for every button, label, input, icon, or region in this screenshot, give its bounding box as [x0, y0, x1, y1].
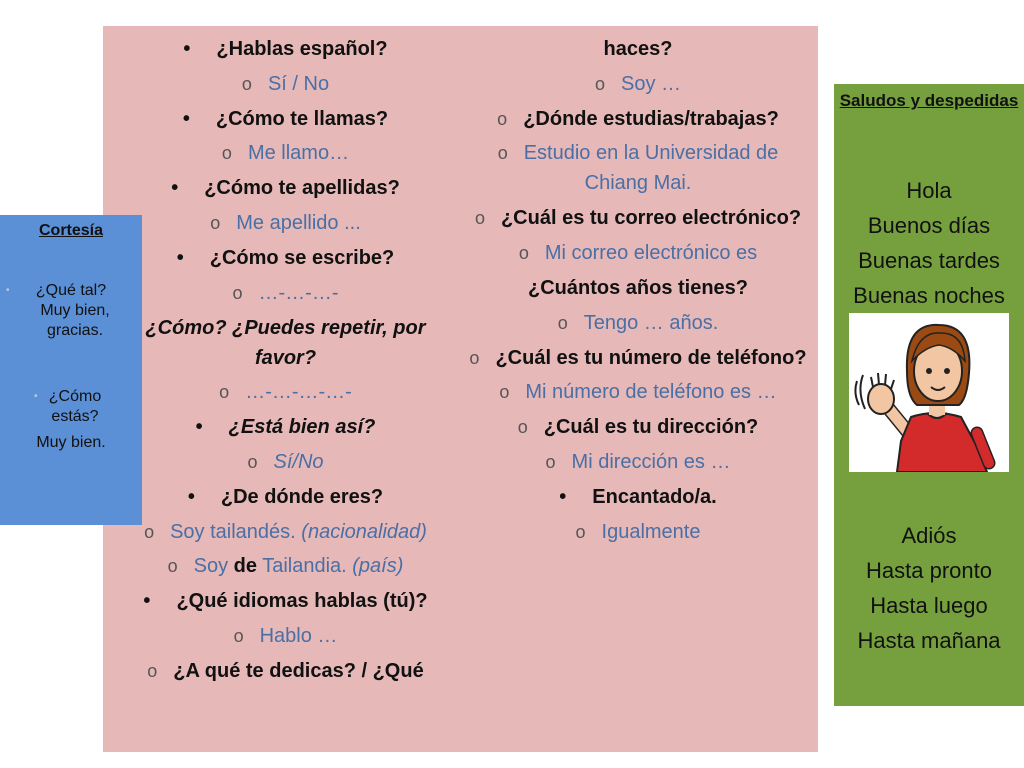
- greeting-item: Hola: [906, 178, 952, 203]
- question-text: [183, 38, 387, 60]
- answer-text: [576, 521, 701, 543]
- text-part: ¿A qué te dedicas? / ¿Qué: [173, 659, 424, 682]
- text-part: (país): [352, 555, 404, 578]
- question-item: [103, 410, 468, 446]
- question-text: [528, 277, 748, 299]
- text-part: Sí / No: [267, 72, 330, 95]
- waving-girl-icon: [849, 313, 1009, 472]
- answer-item: [458, 445, 818, 481]
- text-part: ¿Cómo te apellidas?: [204, 177, 400, 200]
- text-part: ¿De dónde eres?: [220, 485, 384, 508]
- cortesia-answer: [0, 301, 142, 341]
- farewell-item: Hasta luego: [870, 593, 988, 618]
- text-part: …-…-…-: [258, 281, 339, 304]
- text-part: ¿Cuál es tu dirección?: [543, 416, 759, 439]
- answer-item: [458, 67, 818, 103]
- saludos-title: Saludos y despedidas: [839, 91, 1019, 110]
- text-part: ¿Dónde estudias/trabajas?: [523, 107, 779, 130]
- question-text: [518, 416, 759, 438]
- question-text: [469, 347, 806, 369]
- question-item: [103, 171, 468, 207]
- answer-text: [595, 73, 681, 95]
- text-part: (nacionalidad): [301, 520, 427, 543]
- answer-text: [558, 312, 719, 334]
- question-text: [145, 317, 425, 369]
- question-item: [103, 584, 468, 620]
- waving-girl-image: [849, 313, 1009, 472]
- question-text: [196, 416, 376, 438]
- cortesia-question: [0, 387, 142, 427]
- greeting-item: Buenos días: [867, 213, 991, 238]
- answer-text: [144, 521, 427, 543]
- text-part: Encantado/a.: [592, 485, 717, 508]
- text-part: Me llamo…: [247, 142, 350, 165]
- farewell-item: Hasta pronto: [866, 558, 992, 583]
- text-part: …-…-…-…-: [245, 381, 352, 404]
- text-part: Me apellido ...: [236, 212, 361, 235]
- question-item: [103, 480, 468, 516]
- question-item: [458, 480, 818, 516]
- answer-text: [219, 381, 352, 403]
- text-part: ¿Cómo? ¿Puedes repetir, por favor?: [145, 316, 426, 369]
- cortesia-title: Cortesía: [38, 222, 104, 239]
- answer-text: [247, 451, 323, 473]
- answer-item: [103, 619, 468, 655]
- question-item: [458, 102, 818, 138]
- answer-item: [458, 306, 818, 342]
- phrases-column-left: [103, 26, 468, 689]
- cortesia-question-text: ¿Cómo estás?: [48, 388, 102, 425]
- answer-item: [103, 136, 468, 172]
- answer-item: [103, 206, 468, 242]
- text-part: ¿Cómo se escribe?: [209, 246, 395, 269]
- question-item: [103, 241, 468, 277]
- answer-item: [103, 375, 468, 411]
- text-part: Mi correo electrónico es: [544, 242, 758, 265]
- answer-item: [458, 136, 818, 202]
- answer-text: [519, 242, 757, 264]
- question-item: [458, 201, 818, 237]
- question-item: [103, 654, 468, 690]
- cortesia-panel: [0, 215, 142, 525]
- question-text: [188, 486, 383, 508]
- question-item: [458, 341, 818, 377]
- text-part: Soy: [193, 555, 234, 578]
- phrases-column-right: [458, 26, 818, 549]
- question-text: [497, 108, 779, 130]
- answer-item: [103, 549, 468, 585]
- bullet-icon: •: [6, 285, 10, 296]
- answer-item: [458, 236, 818, 272]
- question-text: [147, 660, 423, 682]
- text-part: Hablo …: [259, 625, 338, 647]
- question-item: [103, 32, 468, 68]
- question-text: [177, 247, 395, 269]
- answer-item: [103, 67, 468, 103]
- answer-text: [242, 73, 329, 95]
- question-item: [458, 271, 818, 307]
- text-part: haces?: [603, 38, 673, 60]
- text-part: ¿Cuántos años tienes?: [527, 276, 749, 299]
- answer-text: [498, 142, 779, 194]
- answer-text: [168, 555, 404, 577]
- phrases-panel: [103, 26, 818, 752]
- greeting-item: Buenas noches: [853, 283, 1005, 308]
- text-part: Soy tailandés.: [170, 520, 302, 543]
- question-item: [103, 311, 468, 377]
- text-part: ¿Qué idiomas hablas (tú)?: [176, 590, 428, 613]
- question-item: [458, 32, 818, 68]
- text-part: Mi número de teléfono es …: [525, 381, 777, 404]
- question-text: [171, 177, 400, 199]
- farewells-list: [834, 518, 1024, 658]
- answer-text: [234, 625, 338, 647]
- answer-item: [458, 515, 818, 551]
- question-text: [559, 486, 717, 508]
- answer-text: [233, 282, 339, 304]
- answer-text: [222, 142, 349, 164]
- text-part: ¿Cómo te llamas?: [215, 107, 389, 130]
- answer-item: [103, 276, 468, 312]
- question-text: [183, 108, 388, 130]
- cortesia-answer: [0, 433, 142, 453]
- text-part: ¿Cuál es tu correo electrónico?: [500, 207, 802, 230]
- cortesia-question: [0, 281, 142, 301]
- text-part: Soy …: [620, 72, 682, 95]
- cortesia-answer-text: Muy bien.: [36, 434, 106, 451]
- question-text: [604, 38, 673, 60]
- text-part: Sí/No: [273, 450, 324, 473]
- text-part: ¿Cuál es tu número de teléfono?: [495, 346, 807, 369]
- text-part: ¿Hablas español?: [216, 38, 388, 60]
- text-part: de: [233, 555, 257, 578]
- greeting-item: Buenas tardes: [858, 248, 1000, 273]
- answer-item: [103, 445, 468, 481]
- question-text: [143, 590, 427, 612]
- farewell-item: Hasta mañana: [857, 628, 1001, 653]
- farewell-item: Adiós: [901, 523, 957, 548]
- answer-item: [458, 375, 818, 411]
- text-part: Mi dirección es …: [571, 450, 731, 473]
- answer-text: [499, 381, 776, 403]
- text-part: Tailandia.: [257, 555, 353, 578]
- question-item: [103, 102, 468, 138]
- answer-text: [546, 451, 731, 473]
- answer-item: [103, 515, 468, 551]
- text-part: ¿Está bien así?: [228, 416, 376, 439]
- cortesia-answer-text: Muy bien, gracias.: [40, 302, 110, 339]
- text-part: Igualmente: [601, 520, 701, 543]
- greetings-list: [834, 173, 1024, 313]
- text-part: Estudio en la Universidad de Chiang Mai.: [523, 142, 779, 195]
- bullet-icon: •: [34, 391, 38, 402]
- question-text: [475, 207, 801, 229]
- answer-text: [210, 212, 361, 234]
- text-part: Tengo … años.: [583, 311, 719, 334]
- question-item: [458, 410, 818, 446]
- cortesia-question-text: ¿Qué tal?: [35, 282, 107, 299]
